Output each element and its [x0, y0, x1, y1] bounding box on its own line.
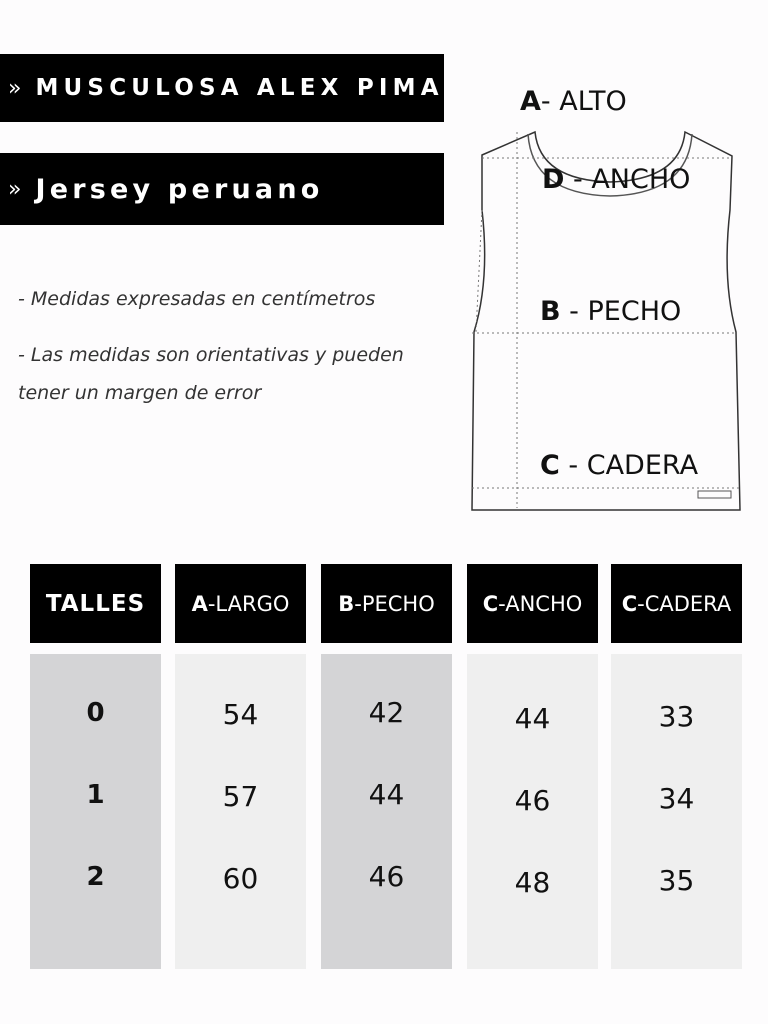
column-header: C -CADERA: [611, 564, 742, 643]
table-cell: 46: [514, 784, 551, 817]
brand-tag: [698, 491, 731, 498]
column-header: TALLES: [30, 564, 161, 643]
chevron-icon: »: [8, 176, 22, 202]
table-cell: 54: [222, 698, 259, 731]
table-cell: 34: [658, 782, 695, 815]
column-body: [30, 654, 161, 969]
table-cell: 48: [514, 866, 551, 899]
column-header: C -ANCHO: [467, 564, 598, 643]
fabric-name: Jersey peruano: [35, 173, 324, 205]
column-header: A -LARGO: [175, 564, 306, 643]
product-title-banner: [0, 54, 444, 122]
column-largo: [175, 564, 306, 895]
diagram-label-ancho: D - ANCHO: [542, 164, 691, 195]
column-header: B -PECHO: [321, 564, 452, 643]
diagram-label-cadera: C - CADERA: [540, 450, 699, 481]
column-body: [175, 654, 306, 969]
table-cell: 42: [368, 696, 405, 729]
table-cell: 35: [658, 864, 695, 897]
table-cell: 60: [222, 862, 259, 895]
table-cell: 0: [86, 698, 105, 728]
column-body: [611, 654, 742, 969]
table-cell: 46: [368, 860, 405, 893]
column-body: [467, 654, 598, 969]
diagram-label-pecho: B - PECHO: [540, 296, 682, 327]
column-body: [321, 654, 452, 969]
column-talles: [30, 564, 161, 892]
table-cell: 44: [514, 702, 551, 735]
column-cadera: [611, 564, 742, 897]
fabric-banner: [0, 153, 444, 225]
product-title: MUSCULOSA ALEX PIMA: [35, 75, 444, 101]
note-disclaimer: - Las medidas son orientativas y pueden tener un margen de error: [18, 344, 404, 404]
chevron-icon: »: [8, 75, 22, 101]
column-ancho: [467, 564, 598, 899]
table-cell: 2: [86, 862, 105, 892]
table-cell: 33: [658, 700, 695, 733]
table-cell: 57: [222, 780, 259, 813]
table-cell: 44: [368, 778, 405, 811]
table-cell: 1: [86, 780, 105, 810]
note-units: - Medidas expresadas en centímetros: [18, 288, 376, 310]
diagram-label-alto: A- ALTO: [520, 86, 627, 117]
column-pecho: [321, 564, 452, 893]
